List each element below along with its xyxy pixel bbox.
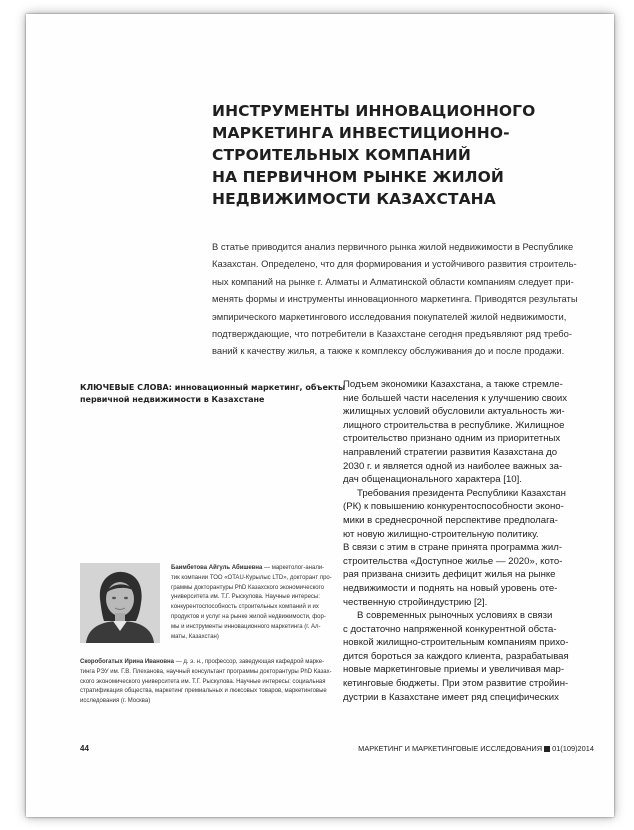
abstract-line: В статье приводится анализ первичного рынка жилой недвижимости в Республике — [212, 241, 574, 252]
keywords-line: первичной недвижимости в Казахстане — [80, 394, 265, 404]
body-text-line: дится бороться за каждого клиента, разрабатывая — [343, 650, 569, 662]
keywords-block — [80, 382, 346, 405]
author-bio-line: граммы докторантуры PhD Казахского экономического — [171, 584, 325, 591]
title-line: НА ПЕРВИЧНОМ РЫНКЕ ЖИЛОЙ — [212, 168, 504, 186]
author-bio-line: исследования (г. Москва) — [80, 698, 151, 705]
article-title — [212, 100, 572, 210]
body-text-line: 2030 г. и является одной из наиболее важных за- — [343, 460, 563, 472]
body-text-line: строительство признано одним из приоритетных — [343, 433, 561, 445]
body-text-line: дустрии в Казахстане имеет ряд специфических — [343, 691, 559, 703]
body-text-line: новкой жилищно-строительным компаниям прихо- — [343, 637, 569, 649]
author-bio-line: тик компании ТОО «OTAU-Курылыс LTD», докторант про- — [171, 574, 332, 581]
abstract-line: ваний к качеству жилья, а также к комплексу обслуживания до и после продажи. — [212, 345, 565, 357]
journal-name: МАРКЕТИНГ И МАРКЕТИНГОВЫЕ ИССЛЕДОВАНИЯ — [358, 744, 543, 753]
title-line: ИНСТРУМЕНТЫ ИННОВАЦИОННОГО — [212, 102, 536, 120]
author-bio-line: — маркетолог-анали- — [262, 565, 325, 571]
body-text-column — [343, 378, 593, 704]
body-text-line: Подъем экономики Казахстана, а также стремле- — [343, 379, 563, 390]
body-text-line: с достаточно напряженной конкурентной обста- — [343, 623, 557, 635]
author-portrait-icon — [80, 563, 160, 643]
page-number: 44 — [80, 744, 89, 753]
author-bio-line: маты, Казахстан) — [171, 633, 219, 640]
body-text-line: дач общенационального характера [10]. — [343, 474, 522, 486]
abstract-line: подтверждающие, что потребители в Казахстане сегодня предъявляют ряд требо- — [212, 328, 573, 340]
author-photo — [80, 563, 160, 643]
author-name: Баимбетова Айгуль Абишевна — [171, 565, 263, 571]
square-bullet-icon — [544, 746, 550, 752]
author-bio-line: университета им. Т.Г. Рыскулова. Научные интересы: — [171, 594, 320, 601]
body-text-line: В современных рыночных условиях в связи — [357, 610, 553, 622]
body-text-line: ние большей части населения к улучшению своих — [343, 392, 568, 404]
body-text-line: кетинговые бюджеты. При этом развитие стройин- — [343, 678, 569, 690]
body-text-line: ют новую жилищно-строительную политику. — [343, 528, 539, 540]
author-bio-line: конкурентоспособность строительных компаний и их — [171, 604, 319, 611]
body-text-line: мики в среднесрочной перспективе предполага- — [343, 514, 558, 526]
article-abstract — [212, 238, 598, 360]
abstract-line: Казахстан. Определено, что для формирования и устойчивого развития строитель- — [212, 258, 577, 270]
title-line: МАРКЕТИНГА ИНВЕСТИЦИОННО- — [212, 124, 510, 142]
body-text-line: недвижимости и поднять на новый уровень оте- — [343, 582, 558, 594]
body-text-line: В связи с этим в стране принята программа жил- — [343, 542, 563, 554]
author-bio-line: стратификация общества, маркетинг премиальных и люксовых товаров, маркетинговые — [80, 688, 327, 695]
body-text-line: чественную стройиндустрию [2]. — [343, 596, 488, 608]
body-text-line: жилищных условий обусловили актуальность жи- — [343, 406, 565, 418]
journal-footer — [358, 744, 594, 753]
body-text-line: новые маркетинговые приемы и увеличивая мар- — [343, 664, 565, 676]
author-bio-line: мы и инструменты инновационного маркетинга (г. Ал- — [171, 623, 321, 630]
body-text-line: (РК) к повышению конкурентоспособности эконо- — [343, 501, 564, 513]
author-name: Скоробогатых Ирина Ивановна — [80, 659, 175, 665]
author-bio-1 — [171, 564, 411, 642]
keywords-line: КЛЮЧЕВЫЕ СЛОВА: инновационный маркетинг, объекты — [80, 383, 346, 392]
author-bio-line: ского экономического университета им. Т.Г. Рыскулова. Научные интересы: социальная — [80, 678, 326, 685]
abstract-line: эмпирического маркетингового исследования покупателей жилой недвижимости, — [212, 310, 567, 322]
body-text-line: строительства «Доступное жилье — 2020», кото- — [343, 555, 563, 567]
body-text-line: рая призвана снизить дефицит жилья на рынке — [343, 569, 556, 581]
author-bio-line: продуктов и услуг на рынке жилой недвижимости, фор- — [171, 613, 326, 620]
title-line: СТРОИТЕЛЬНЫХ КОМПАНИЙ — [212, 146, 471, 164]
body-text-line: лищного строительства в республике. Жилищное — [343, 419, 565, 431]
author-bio-line: — д. э. н., профессор, заведующая кафедрой марке- — [174, 659, 325, 665]
abstract-line: ных компаний на рынке г. Алматы и Алматинской области компаниям следует при- — [212, 275, 574, 287]
journal-issue: 01(109)2014 — [552, 744, 594, 753]
abstract-line: менять формы и инструменты инновационного маркетинга. Приводятся результаты — [212, 293, 578, 305]
author-bio-2 — [80, 658, 342, 707]
body-text-line: Требования президента Республики Казахстан — [357, 487, 566, 499]
title-line: НЕДВИЖИМОСТИ КАЗАХСТАНА — [212, 190, 496, 208]
body-text-line: направлений стратегии развития Казахстана до — [343, 446, 558, 458]
author-bio-line: тинга РЭУ им. Г.В. Плеханова, научный консультант программы докторантуры PhD Казах- — [80, 668, 332, 675]
